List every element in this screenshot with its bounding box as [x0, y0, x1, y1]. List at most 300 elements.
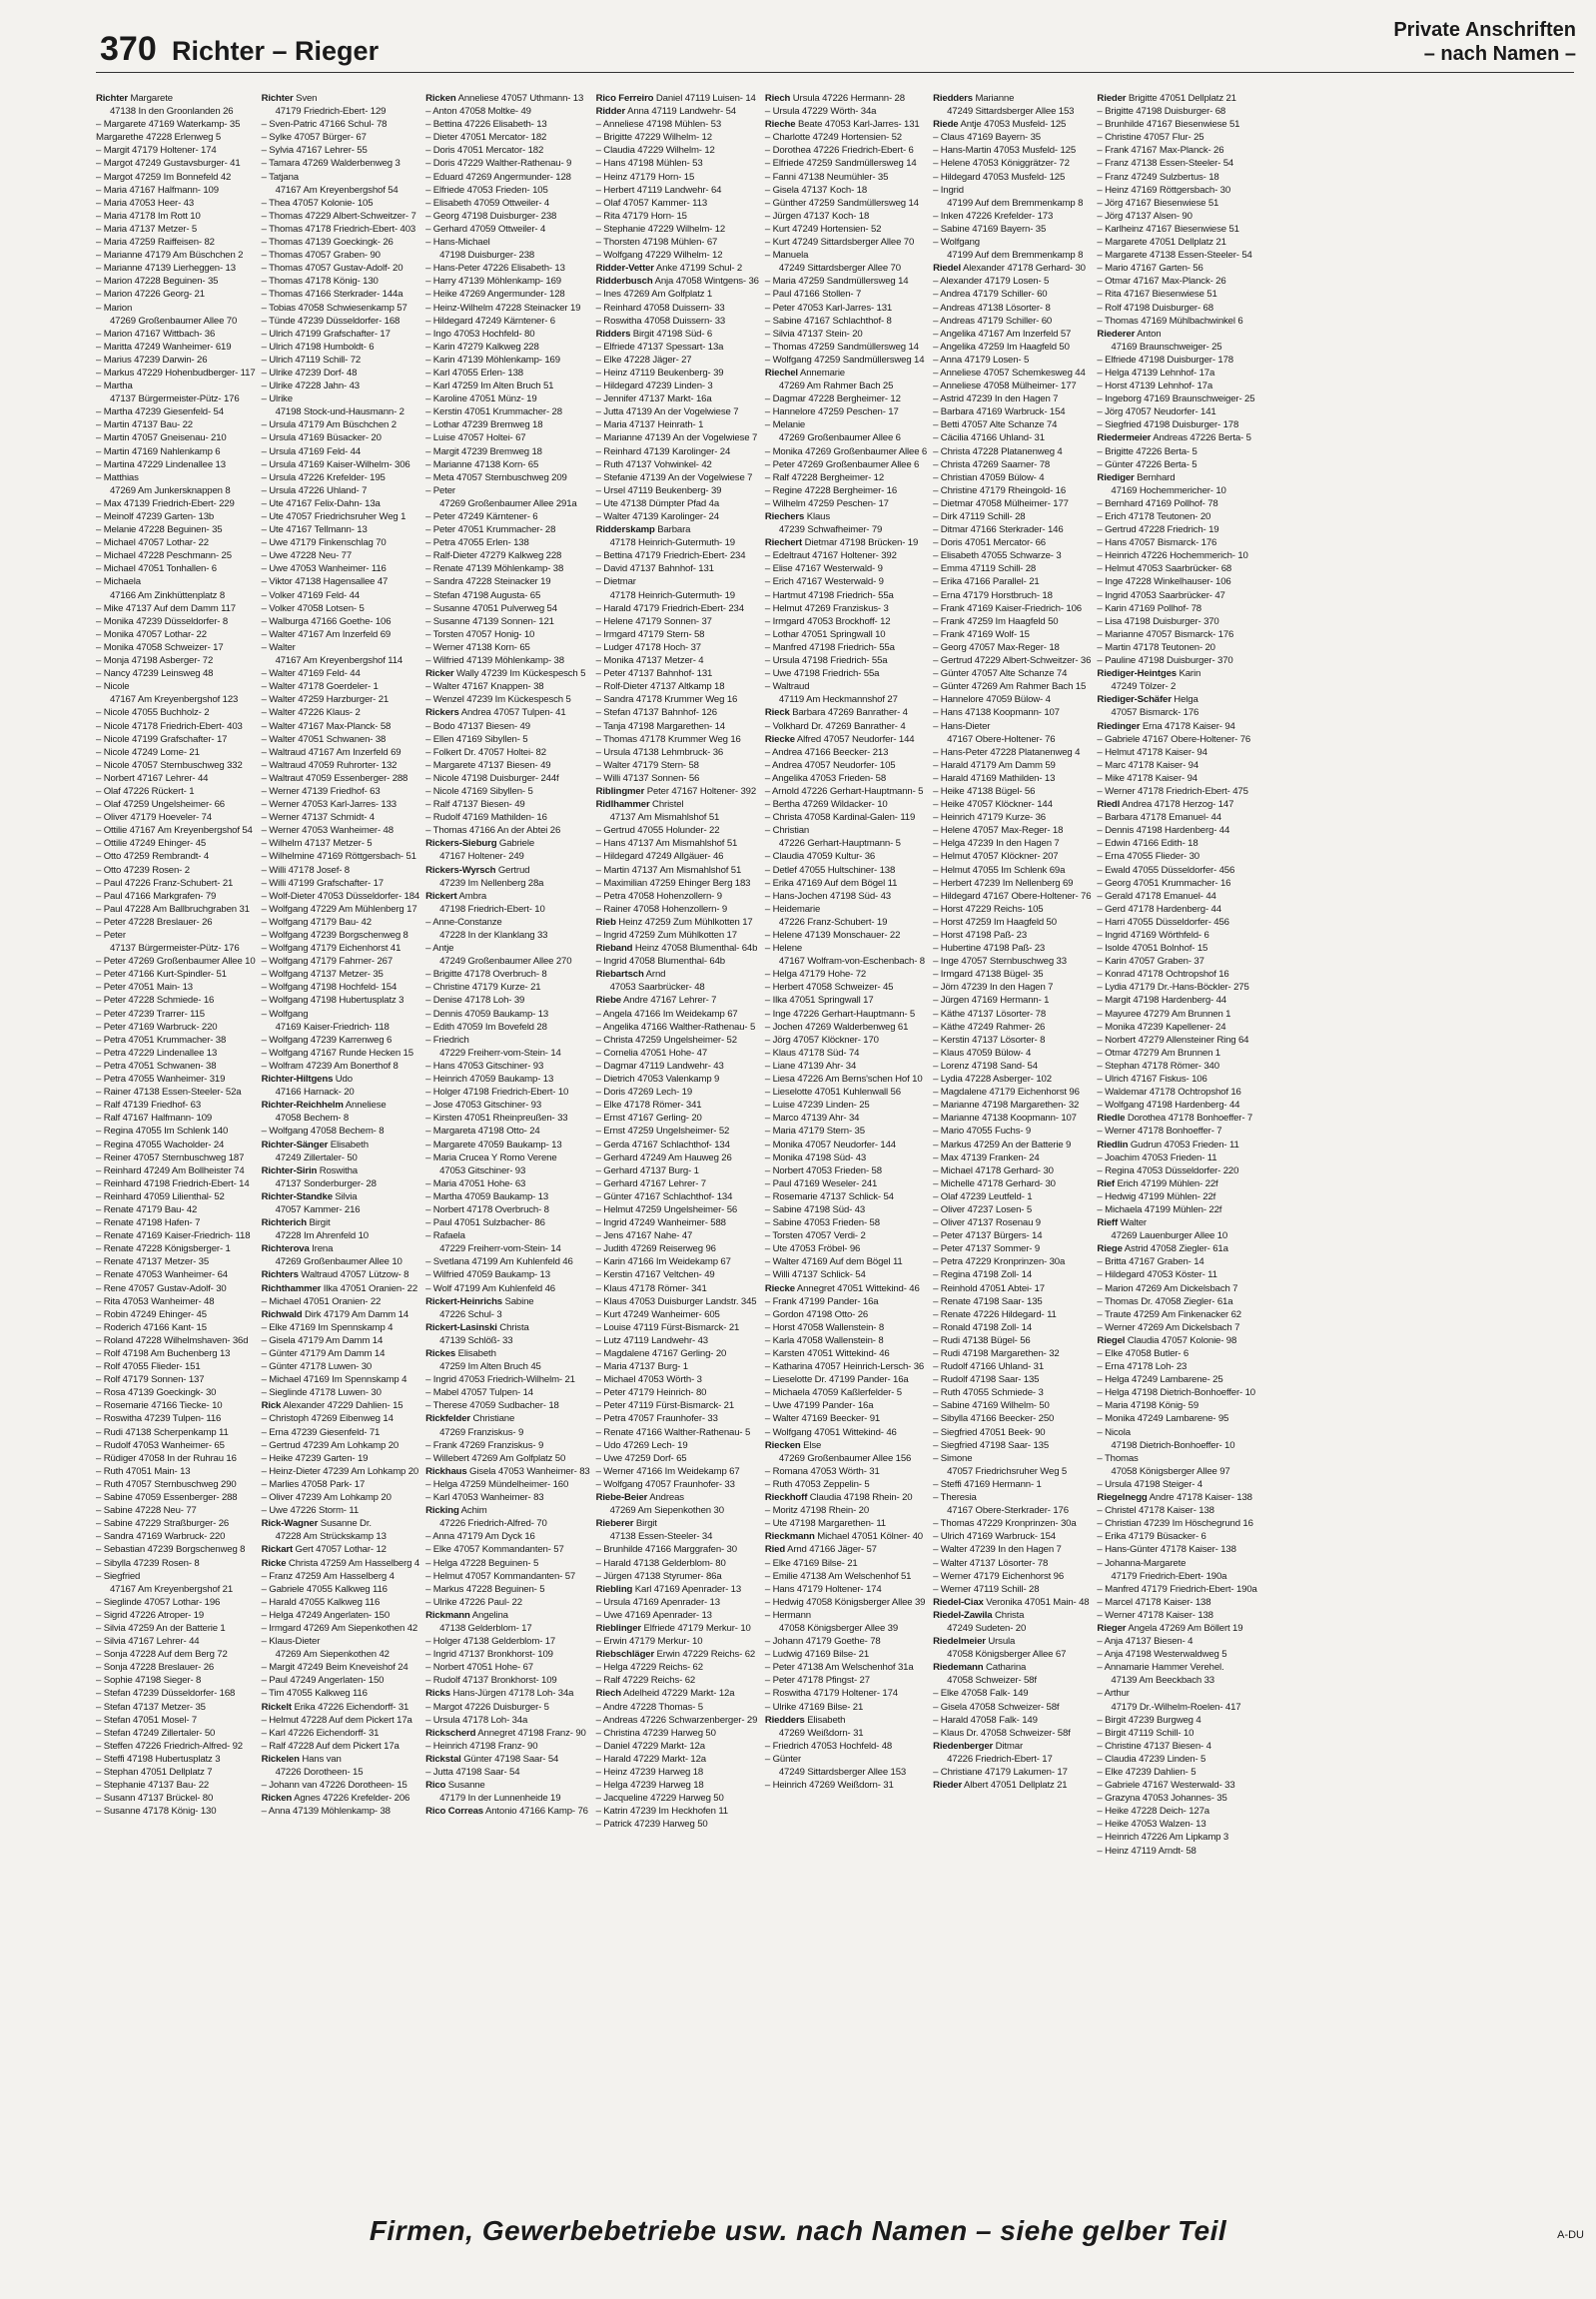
- directory-entry: [425, 1399, 590, 1412]
- entry-text: – Peter 47228 Breslauer- 26: [96, 916, 213, 928]
- directory-entry: [262, 1543, 420, 1556]
- directory-entry: [765, 562, 927, 575]
- directory-entry: [765, 1060, 927, 1073]
- entry-text: – Margarete 47059 Baukamp- 13: [425, 1139, 562, 1150]
- entry-text: – Max 47139 Franken- 24: [933, 1151, 1040, 1163]
- entry-text: – Traute 47259 Am Finkenacker 62: [1097, 1308, 1241, 1320]
- entry-text: – Elke 47169 Bilse- 21: [764, 1557, 858, 1569]
- directory-entry: [262, 1373, 420, 1386]
- entry-text: – Sieglinde 47178 Luwen- 30: [261, 1387, 382, 1399]
- entry-text: Christa: [992, 1609, 1025, 1621]
- entry-text: – Doris 47051 Mercator- 182: [425, 145, 544, 157]
- entry-text: – Karin 47057 Graben- 37: [1097, 956, 1204, 968]
- entry-text: Dietmar 47198 Brücken- 19: [802, 537, 919, 549]
- directory-entry: [1097, 1360, 1256, 1373]
- directory-entry: [933, 341, 1091, 354]
- directory-entry: [933, 1426, 1091, 1439]
- directory-entry: [425, 1282, 590, 1295]
- entry-text: – Norbert 47051 Hohe- 67: [425, 1662, 533, 1674]
- directory-entry: [262, 1740, 420, 1753]
- entry-text: – Sonja 47228 Auf dem Berg 72: [96, 1649, 228, 1661]
- directory-entry: [425, 1609, 590, 1622]
- entry-text: Susanne Dr.: [318, 1518, 372, 1530]
- entry-text: – Werner 47178 Bonhoeffer- 7: [1097, 1126, 1222, 1138]
- entry-text: 47167 Obere-Sterkrader- 176: [947, 1505, 1069, 1517]
- entry-text: – Petra 47051 Schwanen- 38: [96, 1060, 217, 1072]
- entry-text: – Monika 47198 Süd- 43: [764, 1151, 867, 1163]
- directory-entry: [596, 1622, 759, 1635]
- directory-entry: [1097, 1478, 1256, 1491]
- directory-entry: [933, 418, 1091, 431]
- entry-text: – Ottilie 47249 Ehinger- 45: [96, 838, 207, 850]
- directory-entry: [262, 706, 420, 719]
- entry-text: Alexander 47178 Gerhard- 30: [961, 263, 1086, 275]
- directory-entry: [262, 785, 420, 798]
- directory-entry: [425, 837, 590, 850]
- entry-text: – Marianne 47138 Koopmann- 107: [933, 1113, 1077, 1125]
- entry-text: – Anja 47137 Biesen- 4: [1097, 1636, 1194, 1648]
- entry-text: – Renate 47139 Möhlenkamp- 38: [425, 563, 564, 575]
- entry-text: – Patrick 47239 Harweg 50: [595, 1819, 708, 1831]
- entry-text: – Manuela: [764, 250, 809, 262]
- entry-text: Wally 47239 Im Kückespesch 5: [453, 668, 586, 680]
- directory-entry: [765, 1203, 927, 1216]
- entry-text: – Heinz 47239 Harweg 18: [595, 1767, 704, 1778]
- directory-entry: [262, 1308, 420, 1321]
- directory-entry: [933, 131, 1091, 144]
- directory-entry: [262, 431, 420, 444]
- entry-text: 47167 Obere-Holtener- 76: [947, 733, 1056, 745]
- entry-text: – Gisela 47179 Am Damm 14: [261, 1334, 384, 1346]
- directory-entry: [425, 667, 590, 680]
- entry-text: – Norbert 47053 Frieden- 58: [764, 1164, 882, 1176]
- directory-entry: [1097, 706, 1256, 719]
- directory-entry: [96, 1295, 256, 1308]
- directory-entry: [765, 890, 927, 903]
- directory-entry: [1097, 1347, 1256, 1360]
- entry-text: – Ditmar 47166 Sterkrader- 146: [933, 524, 1064, 536]
- entry-text: – Heike 47228 Deich- 127a: [1097, 1806, 1209, 1818]
- directory-entry: [1097, 510, 1256, 523]
- directory-entry: [765, 1609, 927, 1622]
- directory-entry: [765, 497, 927, 510]
- entry-text: – Ingrid 47058 Blumenthal- 64b: [595, 956, 725, 968]
- entry-text: – Thomas 47229 Albert-Schweitzer- 7: [261, 210, 416, 222]
- entry-text: – Elke 47228 Jäger- 27: [595, 354, 692, 366]
- directory-entry: [765, 1596, 927, 1609]
- directory-entry: [96, 262, 256, 275]
- entry-text: – Peter: [425, 484, 455, 496]
- directory-entry: [1097, 1648, 1256, 1661]
- directory-entry: [262, 693, 420, 706]
- entry-text: – Katharina 47057 Heinrich-Lersch- 36: [764, 1361, 925, 1373]
- entry-text: – Walter 47169 Beecker- 91: [764, 1413, 881, 1425]
- directory-entry: [96, 1073, 256, 1086]
- entry-text: – Thomas 47166 An der Abtei 26: [425, 825, 561, 837]
- entry-text: – Horst 47229 Reichs- 105: [933, 903, 1044, 915]
- directory-entry: [425, 1347, 590, 1360]
- entry-text: – Ursula 47179 Am Büschchen 2: [261, 419, 397, 431]
- directory-entry: [425, 1086, 590, 1099]
- entry-text: – Dagmar 47119 Landwehr- 43: [595, 1060, 724, 1072]
- entry-text: – Rainer 47058 Hohenzollern- 9: [595, 903, 728, 915]
- entry-text: – Sibylla 47239 Rosen- 8: [96, 1557, 200, 1569]
- entry-text: – Jörg 47137 Alsen- 90: [1097, 210, 1193, 222]
- directory-entry: [96, 785, 256, 798]
- entry-text: – Günter 47179 Am Damm 14: [261, 1348, 386, 1359]
- directory-entry: [1097, 1268, 1256, 1281]
- entry-text: 47249 Sudeten- 20: [947, 1622, 1027, 1634]
- entry-text: Irena: [309, 1243, 334, 1255]
- entry-text: – Arthur: [1097, 1688, 1130, 1700]
- directory-entry: [262, 1164, 420, 1177]
- directory-entry: [933, 1125, 1091, 1138]
- directory-entry: [1097, 759, 1256, 772]
- directory-entry: [765, 1164, 927, 1177]
- entry-text: – Ulrike 47226 Paul- 22: [425, 1596, 522, 1608]
- entry-text: – Wolfgang: [261, 1008, 309, 1020]
- directory-entry: [425, 1229, 590, 1242]
- entry-text: – Olaf 47239 Leutfeld- 1: [933, 1190, 1033, 1202]
- directory-entry: [765, 92, 927, 105]
- entry-text: – Margit 47249 Beim Kneveishof 24: [261, 1662, 408, 1674]
- entry-text: – Wolf 47199 Am Kuhlenfeld 46: [425, 1282, 555, 1294]
- entry-text: – Christa 47228 Platanenweg 4: [933, 445, 1063, 457]
- directory-entry: [1097, 1517, 1256, 1530]
- entry-text: – Günther 47259 Sandmüllersweg 14: [764, 197, 919, 209]
- directory-entry: [262, 1674, 420, 1687]
- directory-entry: [425, 759, 590, 772]
- entry-text: – Ursula 47169 Feld- 44: [261, 445, 362, 457]
- entry-text: – Wilhelmine 47169 Röttgersbach- 51: [261, 851, 416, 863]
- entry-surname: Riblingmer: [595, 785, 645, 797]
- entry-text: – Melanie 47228 Beguinen- 35: [96, 524, 223, 536]
- directory-entry: [933, 916, 1091, 929]
- directory-entry: [933, 431, 1091, 444]
- directory-entry: [765, 1373, 927, 1386]
- directory-entry: [262, 981, 420, 994]
- directory-entry: [425, 262, 590, 275]
- directory-entry: [425, 445, 590, 458]
- entry-text: – Rafaela: [425, 1230, 465, 1242]
- entry-text: – Oliver 47239 Am Lohkamp 20: [261, 1492, 392, 1504]
- directory-entry: [96, 1203, 256, 1216]
- directory-entry: [96, 1334, 256, 1347]
- directory-entry: [933, 1386, 1091, 1399]
- entry-text: – Rudi 47138 Scherpenkamp 11: [96, 1426, 229, 1438]
- directory-entry: [425, 1125, 590, 1138]
- entry-text: – Rolf 47198 Am Buchenberg 13: [96, 1348, 231, 1359]
- entry-text: – Ursula 47198 Steiger- 4: [1097, 1478, 1202, 1490]
- directory-entry: [933, 903, 1091, 916]
- entry-text: – Martin 47057 Gneisenau- 210: [96, 432, 227, 444]
- entry-text: 47249 Tölzer- 2: [1111, 681, 1177, 693]
- directory-entry: [596, 1491, 759, 1504]
- entry-text: – Silvia 47137 Stein- 20: [764, 328, 863, 340]
- entry-text: – Svetlana 47199 Am Kuhlenfeld 46: [425, 1256, 573, 1268]
- directory-entry: [765, 1282, 927, 1295]
- entry-surname: Riedlin: [1097, 1139, 1129, 1150]
- entry-text: – Petra 47051 Krummacher- 38: [96, 1034, 227, 1046]
- entry-text: Christel: [649, 799, 684, 811]
- directory-entry: [1097, 1465, 1256, 1478]
- directory-entry: [425, 223, 590, 236]
- directory-entry: [96, 1727, 256, 1740]
- entry-text: 47198 Friedrich-Ebert- 10: [439, 903, 545, 915]
- entry-surname: Richter: [261, 93, 294, 104]
- entry-text: – Marianne 47139 Lierheggen- 13: [96, 263, 236, 275]
- entry-text: – Anton 47058 Moltke- 49: [425, 106, 531, 118]
- entry-text: – Helga 47239 In den Hagen 7: [933, 838, 1060, 850]
- directory-entry: [96, 184, 256, 197]
- directory-entry: [596, 1060, 759, 1073]
- directory-entry: [1097, 471, 1256, 484]
- directory-entry: [596, 418, 759, 431]
- entry-text: – Thomas 47139 Goeckingk- 26: [261, 237, 394, 249]
- directory-entry: [933, 1347, 1091, 1360]
- entry-text: – Gertrud 47229 Albert-Schweitzer- 36: [933, 655, 1092, 667]
- entry-text: – Ulrich 47199 Grafschafter- 17: [261, 328, 391, 340]
- entry-text: 47167 Holtener- 249: [439, 851, 524, 863]
- entry-text: – Harri 47055 Düsseldorfer- 456: [1097, 916, 1229, 928]
- directory-entry: [596, 1308, 759, 1321]
- directory-entry: [1097, 1164, 1256, 1177]
- entry-text: – Renate 47198 Hafen- 7: [96, 1217, 201, 1229]
- entry-text: – Sylke 47057 Bürger- 67: [261, 132, 367, 144]
- entry-text: – Otmar 47167 Max-Planck- 26: [1097, 276, 1226, 288]
- entry-text: – Günter 47226 Berta- 5: [1097, 458, 1197, 470]
- entry-text: – Wolfgang 47051 Wittekind- 46: [764, 1426, 897, 1438]
- entry-surname: Rickmann: [425, 1609, 470, 1621]
- entry-text: – Hans 47138 Koopmann- 107: [933, 707, 1060, 719]
- entry-text: – Stefan 47239 Düsseldorfer- 168: [96, 1688, 236, 1700]
- entry-text: – Reinhard 47058 Duissern- 33: [595, 302, 725, 314]
- entry-text: – Wolfgang 47259 Sandmüllersweg 14: [764, 354, 925, 366]
- directory-column: [96, 92, 256, 2191]
- entry-text: – Dennis 47198 Hardenberg- 44: [1097, 825, 1230, 837]
- entry-text: – Marco 47139 Ahr- 34: [764, 1113, 860, 1125]
- entry-text: Andreas 47226 Berta- 5: [1151, 432, 1251, 444]
- entry-text: – Margarete 47169 Waterkamp- 35: [96, 119, 241, 131]
- directory-entry: [96, 942, 256, 955]
- directory-entry: [933, 1399, 1091, 1412]
- entry-text: – Karoline 47051 Münz- 19: [425, 393, 537, 405]
- entry-text: – Georg 47051 Krummacher- 16: [1097, 877, 1231, 889]
- directory-entry: [933, 1753, 1091, 1766]
- entry-text: Veronika 47051 Main- 48: [983, 1596, 1090, 1608]
- directory-entry: [596, 589, 759, 602]
- directory-entry: [262, 1687, 420, 1700]
- entry-text: Dirk 47179 Am Damm 14: [302, 1308, 409, 1320]
- directory-entry: [96, 1347, 256, 1360]
- entry-text: – Renate 47053 Wanheimer- 64: [96, 1269, 228, 1281]
- entry-text: – Ewald 47055 Düsseldorfer- 456: [1097, 864, 1235, 876]
- directory-entry: [262, 1452, 420, 1465]
- directory-entry: [262, 197, 420, 210]
- directory-entry: [425, 1242, 590, 1255]
- entry-text: – Mabel 47057 Tulpen- 14: [425, 1387, 533, 1399]
- directory-entry: [96, 431, 256, 444]
- entry-text: – Petra 47055 Wanheimer- 319: [96, 1074, 226, 1086]
- directory-entry: [96, 1439, 256, 1452]
- entry-text: – Michael 47228 Peschmann- 25: [96, 550, 232, 562]
- directory-entry: [765, 837, 927, 850]
- entry-text: – Kurt 47249 Sittardsberger Allee 70: [764, 237, 915, 249]
- directory-entry: [933, 890, 1091, 903]
- entry-text: – Walter 47239 In den Hagen 7: [933, 1544, 1062, 1556]
- directory-entry: [262, 171, 420, 184]
- entry-text: – Frank 47199 Pander- 16a: [764, 1295, 879, 1307]
- entry-text: – Torsten 47057 Honig- 10: [425, 628, 535, 640]
- entry-text: – Hildegard 47053 Musfeld- 125: [933, 171, 1066, 183]
- directory-entry: [765, 1086, 927, 1099]
- entry-text: – Karin 47166 Im Weidekamp 67: [595, 1256, 731, 1268]
- directory-entry: [1097, 667, 1256, 680]
- directory-entry: [596, 1452, 759, 1465]
- directory-entry: [425, 328, 590, 341]
- directory-entry: [765, 1412, 927, 1425]
- directory-entry: [96, 1125, 256, 1138]
- entry-text: – Harald 47179 Am Damm 59: [933, 759, 1056, 771]
- directory-entry: [596, 1818, 759, 1831]
- directory-entry: [262, 1242, 420, 1255]
- directory-entry: [96, 1386, 256, 1399]
- entry-text: – Ute 47167 Felix-Dahn- 13a: [261, 497, 381, 509]
- entry-text: Ursula: [985, 1636, 1016, 1648]
- directory-entry: [262, 1086, 420, 1099]
- entry-surname: Ridder: [595, 106, 626, 118]
- entry-text: – Günter 47167 Schlachthof- 134: [595, 1190, 733, 1202]
- entry-text: – Maria Crucea Y Romo Verene: [425, 1151, 557, 1163]
- directory-entry: [596, 118, 759, 131]
- directory-entry: [262, 536, 420, 549]
- entry-text: – Elfriede 47053 Frieden- 105: [425, 184, 548, 196]
- entry-text: – Johann van 47226 Dorotheen- 15: [261, 1780, 407, 1792]
- directory-entry: [596, 759, 759, 772]
- directory-entry: [765, 1714, 927, 1727]
- entry-text: – Willi 47137 Sonnen- 56: [595, 772, 700, 784]
- directory-entry: [765, 1021, 927, 1034]
- directory-entry: [425, 549, 590, 562]
- directory-entry: [933, 1308, 1091, 1321]
- entry-text: – Paul 47226 Franz-Schubert- 21: [96, 877, 234, 889]
- directory-entry: [596, 1321, 759, 1334]
- entry-text: Barbara 47269 Banrather- 4: [789, 707, 908, 719]
- directory-entry: [765, 733, 927, 746]
- entry-text: 47167 Am Kreyenbergshof 114: [275, 655, 403, 667]
- directory-entry: [1097, 811, 1256, 824]
- entry-text: – Betti 47057 Alte Schanze 74: [933, 419, 1058, 431]
- directory-entry: [262, 1321, 420, 1334]
- directory-entry: [765, 1242, 927, 1255]
- directory-entry: [262, 811, 420, 824]
- directory-entry: [765, 968, 927, 981]
- entry-text: – Nicole 47249 Lome- 21: [96, 746, 200, 758]
- entry-text: – Petra 47055 Erlen- 138: [425, 537, 529, 549]
- entry-text: – Ralf-Dieter 47279 Kalkweg 228: [425, 550, 562, 562]
- directory-entry: [425, 916, 590, 929]
- directory-entry: [96, 536, 256, 549]
- entry-text: – Uwe 47259 Dorf- 65: [595, 1452, 687, 1464]
- directory-entry: [96, 523, 256, 536]
- entry-text: – Rolf 47198 Duisburger- 68: [1097, 302, 1213, 314]
- entry-text: Margarethe 47228 Erlenweg 5: [96, 132, 222, 144]
- directory-entry: [1097, 184, 1256, 197]
- directory-entry: [596, 1426, 759, 1439]
- directory-entry: [596, 1530, 759, 1543]
- directory-entry: [1097, 171, 1256, 184]
- directory-entry: [262, 1727, 420, 1740]
- entry-text: – Stephanie 47137 Bau- 22: [96, 1780, 210, 1792]
- entry-text: – Monika 47239 Düsseldorfer- 8: [96, 615, 229, 627]
- directory-entry: [765, 392, 927, 405]
- entry-surname: Rickelen: [261, 1753, 300, 1765]
- entry-surname: Riedelmeier: [933, 1636, 986, 1648]
- entry-text: Anja 47058 Wintgens- 36: [652, 276, 759, 288]
- entry-text: – Nicola: [1097, 1426, 1131, 1438]
- entry-text: – Sabine 47228 Neu- 77: [96, 1505, 197, 1517]
- entry-text: – Petra 47057 Fraunhofer- 33: [595, 1413, 718, 1425]
- entry-text: – Ursula 47169 Büsacker- 20: [261, 432, 382, 444]
- directory-entry: [1097, 458, 1256, 471]
- directory-entry: [425, 1805, 590, 1818]
- directory-entry: [596, 144, 759, 157]
- directory-entry: [596, 981, 759, 994]
- directory-entry: [765, 693, 927, 706]
- directory-entry: [596, 1177, 759, 1190]
- directory-entry: [1097, 798, 1256, 811]
- directory-entry: [1097, 1714, 1256, 1727]
- directory-entry: [765, 510, 927, 523]
- directory-entry: [96, 955, 256, 968]
- directory-entry: [262, 1779, 420, 1792]
- entry-text: – Rudolf 47053 Wanheimer- 65: [96, 1439, 225, 1451]
- directory-entry: [596, 864, 759, 877]
- directory-entry: [262, 798, 420, 811]
- entry-text: Marianne: [972, 93, 1015, 104]
- directory-entry: [1097, 1439, 1256, 1452]
- directory-entry: [1097, 942, 1256, 955]
- directory-entry: [765, 315, 927, 328]
- directory-entry: [1097, 1386, 1256, 1399]
- directory-entry: [765, 981, 927, 994]
- entry-text: – Mario 47167 Garten- 56: [1097, 263, 1203, 275]
- directory-entry: [933, 262, 1091, 275]
- directory-entry: [933, 315, 1091, 328]
- entry-text: – Rudolf 47137 Bronkhorst- 109: [425, 1675, 557, 1687]
- entry-text: – Rudolf 47166 Uhland- 31: [933, 1361, 1045, 1373]
- directory-entry: [1097, 354, 1256, 367]
- entry-text: – Lydia 47179 Dr.-Hans-Böckler- 275: [1097, 982, 1249, 994]
- directory-entry: [262, 131, 420, 144]
- entry-text: – Therese 47059 Sudbacher- 18: [425, 1400, 559, 1412]
- entry-text: – Ute 47167 Tellmann- 13: [261, 524, 368, 536]
- entry-surname: Rickscherd: [425, 1727, 476, 1739]
- entry-text: Birgit 47198 Süd- 6: [630, 328, 713, 340]
- entry-text: 47137 Am Mismahlshof 51: [609, 812, 720, 824]
- entry-text: – Kirsten 47051 Rheinpreußen- 33: [425, 1113, 568, 1125]
- directory-entry: [765, 680, 927, 693]
- entry-surname: Rieder: [933, 1780, 963, 1792]
- directory-entry: [425, 1139, 590, 1151]
- entry-text: – Walter 47226 Klaus- 2: [261, 707, 361, 719]
- directory-entry: [425, 654, 590, 667]
- entry-text: – Werner 47166 Im Weidekamp 67: [595, 1465, 740, 1477]
- entry-text: 47269 Großenbaumer Allee 10: [275, 1256, 402, 1268]
- entry-text: 47169 Hochemmericher- 10: [1111, 484, 1226, 496]
- entry-text: – Thomas 47259 Sandmüllersweg 14: [764, 341, 919, 353]
- directory-entry: [425, 1504, 590, 1517]
